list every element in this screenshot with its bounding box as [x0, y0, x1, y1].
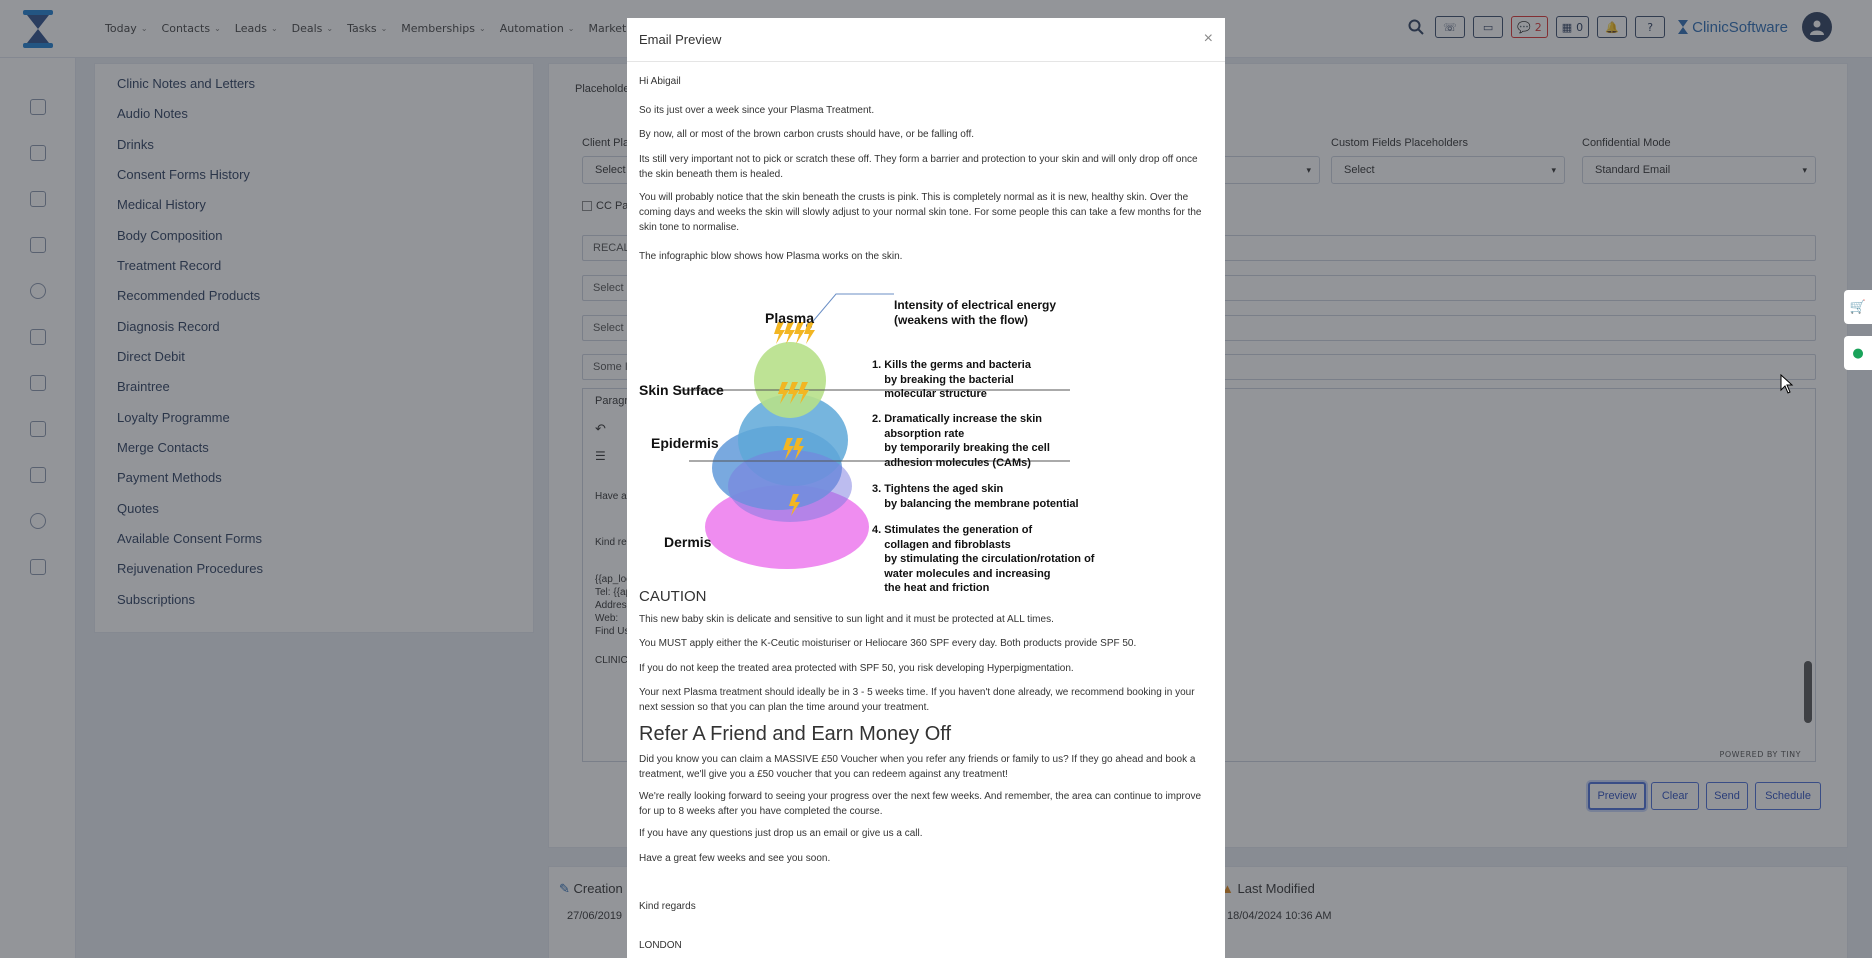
modal-title: Email Preview — [639, 32, 722, 47]
email-signoff: Kind regards — [639, 901, 696, 912]
email-paragraph: So its just over a week since your Plasma Treatment. — [639, 105, 875, 116]
cart-icon: 🛒 — [1849, 299, 1867, 315]
dermis-label: Dermis — [664, 534, 712, 550]
email-paragraph: You will probably notice that the skin beneath the crusts is pink. This is completely normal as it is new, healthy skin. Over the coming days and weeks the skin will slowly adjust to your normal skin tone. For some people this can take a few months for the skin tone to normalise. — [639, 192, 1202, 233]
caution-heading: CAUTION — [639, 588, 707, 605]
point-2: 2. Dramatically increase the skin absorption rate by temporarily breaking the cell adhesion molecules (CAMs) — [872, 413, 1050, 469]
point-1: 1. Kills the germs and bacteria by breaking the bacterial molecular structure — [872, 359, 1031, 400]
cart-float-button[interactable] — [1844, 290, 1872, 324]
mouse-cursor — [1780, 374, 1794, 397]
email-paragraph: Its still very important not to pick or scratch these off. They form a barrier and protection to your skin and will only drop off once the skin beneath them is healed. — [639, 154, 1198, 180]
email-paragraph: By now, all or most of the brown carbon crusts should have, or be falling off. — [639, 129, 974, 140]
close-icon[interactable]: × — [1203, 30, 1213, 47]
email-location: LONDON — [639, 940, 682, 951]
whatsapp-float-button[interactable] — [1844, 336, 1872, 370]
email-paragraph: If you have any questions just drop us an email or give us a call. — [639, 828, 923, 839]
email-paragraph: Have a great few weeks and see you soon. — [639, 853, 831, 864]
email-preview-modal — [627, 18, 1225, 958]
whatsapp-icon: ● — [1852, 345, 1864, 361]
email-greeting: Hi Abigail — [639, 76, 681, 87]
plasma-infographic — [632, 280, 1095, 600]
point-3: 3. Tightens the aged skin by balancing the membrane potential — [872, 483, 1079, 510]
epidermis-label: Epidermis — [651, 435, 719, 451]
point-4: 4. Stimulates the generation of collagen and fibroblasts by stimulating the circulation/rotation of water molecules and increasing the heat and friction — [872, 524, 1095, 594]
skin-surface-label: Skin Surface — [639, 382, 724, 398]
email-paragraph: Did you know you can claim a MASSIVE £50 Voucher when you refer any friends or family to us? If they go ahead and book a treatment, we'll give you a £50 voucher that you can redeem against any treatment! — [639, 754, 1196, 780]
energy-label: Intensity of electrical energy (weakens with the flow) — [894, 298, 1057, 327]
plasma-label: Plasma — [765, 310, 815, 326]
email-paragraph: Your next Plasma treatment should ideally be in 3 - 5 weeks time. If you haven't done already, we recommend booking in your next session so that you can plan the time around your treatment. — [639, 687, 1195, 713]
email-paragraph: We're really looking forward to seeing your progress over the next few weeks. And remember, the area can continue to improve for up to 8 weeks after you have completed the course. — [639, 791, 1202, 817]
email-paragraph: You MUST apply either the K-Ceutic moisturiser or Heliocare 360 SPF every day. Both products provide SPF 50. — [639, 638, 1137, 649]
email-paragraph: This new baby skin is delicate and sensitive to sun light and it must be protected at ALL times. — [639, 614, 1054, 625]
email-paragraph: If you do not keep the treated area protected with SPF 50, you risk developing Hyperpigmentation. — [639, 663, 1074, 674]
modal-header — [627, 18, 1225, 62]
refer-heading: Refer A Friend and Earn Money Off — [639, 723, 952, 745]
email-paragraph: The infographic blow shows how Plasma works on the skin. — [639, 251, 903, 262]
